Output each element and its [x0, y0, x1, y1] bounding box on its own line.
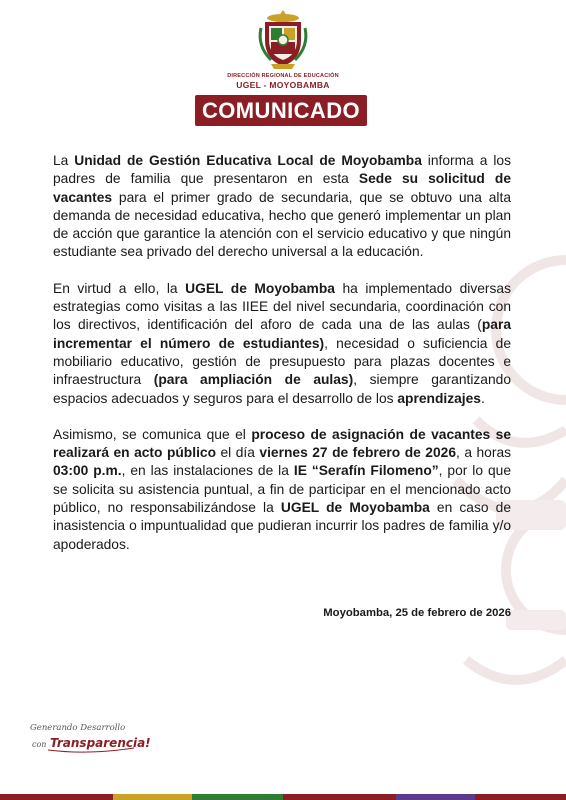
bold-text: Sede su solicitud de vacantes [53, 171, 511, 205]
bold-text: para incrementar el número de estudiantes) [53, 317, 511, 351]
bold-text: 03:00 p.m. [53, 463, 122, 479]
text-run: Asimismo, se comunica que el [53, 426, 252, 442]
paragraph-1 [53, 152, 511, 262]
letterhead [0, 8, 566, 90]
comunicado-banner: COMUNICADO [195, 95, 367, 126]
bold-text: Unidad de Gestión Educativa Local de Moyobamba [74, 153, 422, 168]
bold-text: UGEL de Moyobamba [280, 500, 430, 516]
paragraph-2 [53, 280, 511, 408]
color-bar-segment [396, 794, 475, 800]
bold-text: viernes 27 de febrero de 2026 [259, 445, 456, 461]
bold-text: IE “Serafín Filomeno” [293, 463, 439, 479]
color-bar-segment [283, 794, 396, 800]
slogan-artwork [26, 715, 151, 755]
color-bar-segment [475, 794, 566, 800]
text-run: informa a los padres de familia que presentaron en esta [53, 153, 511, 187]
slogan-logo [26, 715, 151, 760]
color-bar-segment [113, 794, 192, 800]
ugel-crest-icon [257, 8, 309, 70]
slogan-prefix: con [32, 740, 47, 749]
text-run: , a horas [456, 445, 512, 461]
announcement-body [53, 152, 511, 572]
text-run: ha implementado diversas estrategias como visitas a las IIEE del nivel secundaria, coordinación con los directivos, identificación del aforo de cada una de las aulas ( [53, 280, 511, 333]
bold-text: UGEL de Moyobamba [185, 280, 335, 296]
text-run: En virtud a ello, la [53, 280, 186, 296]
slogan-line1: Generando Desarrollo [30, 723, 126, 733]
text-run: para el primer grado de secundaria, que se obtuvo una alta demanda de necesidad educativa, hecho que generó implementar un plan de acción que garantice la atención con el servicio educativo y que ningún estudiante sea privado del derecho universal a la educación. [53, 189, 511, 260]
org-name: UGEL - MOYOBAMBA [236, 80, 330, 90]
bold-text: proceso de asignación de vacantes se realizará en acto público [53, 426, 511, 461]
text-run: La [53, 153, 75, 168]
paragraph-3 [53, 426, 511, 554]
slogan-main: Transparencia! [50, 736, 151, 750]
color-bar-segment [192, 794, 283, 800]
footer-color-bar [0, 794, 566, 800]
text-run: , necesidad o suficiencia de mobiliario educativo, gestión de presupuesto para plazas docentes e infraestructura [53, 335, 511, 388]
org-subtitle: DIRECCIÓN REGIONAL DE EDUCACIÓN [227, 73, 339, 79]
issue-date: Moyobamba, 25 de febrero de 2026 [323, 607, 511, 619]
bold-text: (para ampliación de aulas) [153, 372, 354, 388]
text-run: , en las instalaciones de la [121, 463, 294, 479]
text-run: en caso de inasistencia o impuntualidad que pudieran incurrir los padres de familia y/o apoderados. [53, 500, 511, 552]
text-run: el día [216, 445, 260, 461]
bold-text: aprendizajes [397, 390, 481, 406]
text-run: , siempre garantizando espacios adecuados y seguros para el desarrollo de los [53, 372, 511, 406]
color-bar-segment [0, 794, 113, 800]
text-run: , por lo que se solicita su asistencia puntual, a fin de participar en el mencionado acto público, no responsabilizándose la [53, 463, 511, 516]
text-run: . [480, 390, 485, 406]
